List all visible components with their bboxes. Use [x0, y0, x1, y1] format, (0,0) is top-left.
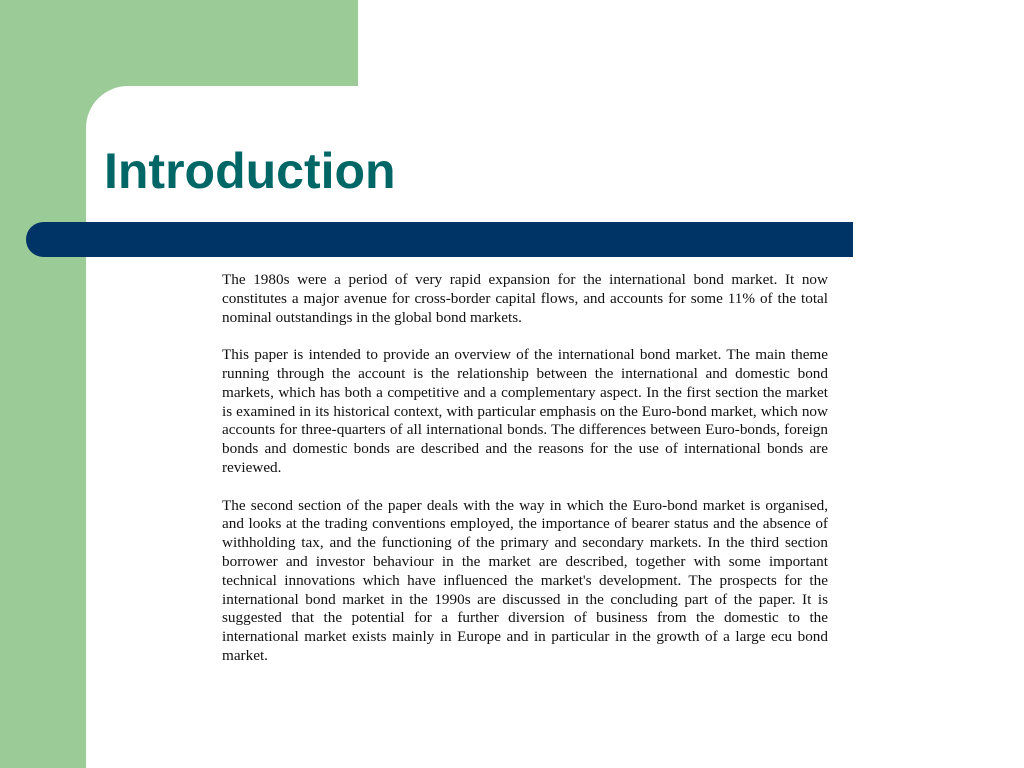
- slide-background: [358, 0, 1024, 86]
- body-paragraph: This paper is intended to provide an overview of the international bond market. The main theme running through the account is the relationship between the international and domestic bond markets, which has both a competitive and a complementary aspect. In the first section the market is examined in its historical context, with particular emphasis on the Euro-bond market, which now accounts for three-quarters of all international bonds. The differences between Euro-bonds, foreign bonds and domestic bonds are described and the reasons for the use of international bonds are reviewed.: [222, 346, 828, 476]
- slide-title: Introduction: [104, 143, 396, 199]
- slide-body: [222, 271, 828, 685]
- body-paragraph: The second section of the paper deals with the way in which the Euro-bond market is organised, and looks at the trading conventions employed, the importance of bearer status and the absence of withholding tax, and the functioning of the primary and secondary markets. In the third section borrower and investor behaviour in the market are described, together with some important technical innovations which have influenced the market's development. The prospects for the international bond market in the 1990s are discussed in the concluding part of the paper. It is suggested that the potential for a further diversion of business from the domestic to the international market exists mainly in Europe and in particular in the growth of a large ecu bond market.: [222, 496, 828, 664]
- body-paragraph: The 1980s were a period of very rapid expansion for the international bond market. It now constitutes a major avenue for cross-border capital flows, and accounts for some 11% of the total nominal outstandings in the global bond markets.: [222, 271, 828, 326]
- title-accent-bar: [26, 222, 853, 257]
